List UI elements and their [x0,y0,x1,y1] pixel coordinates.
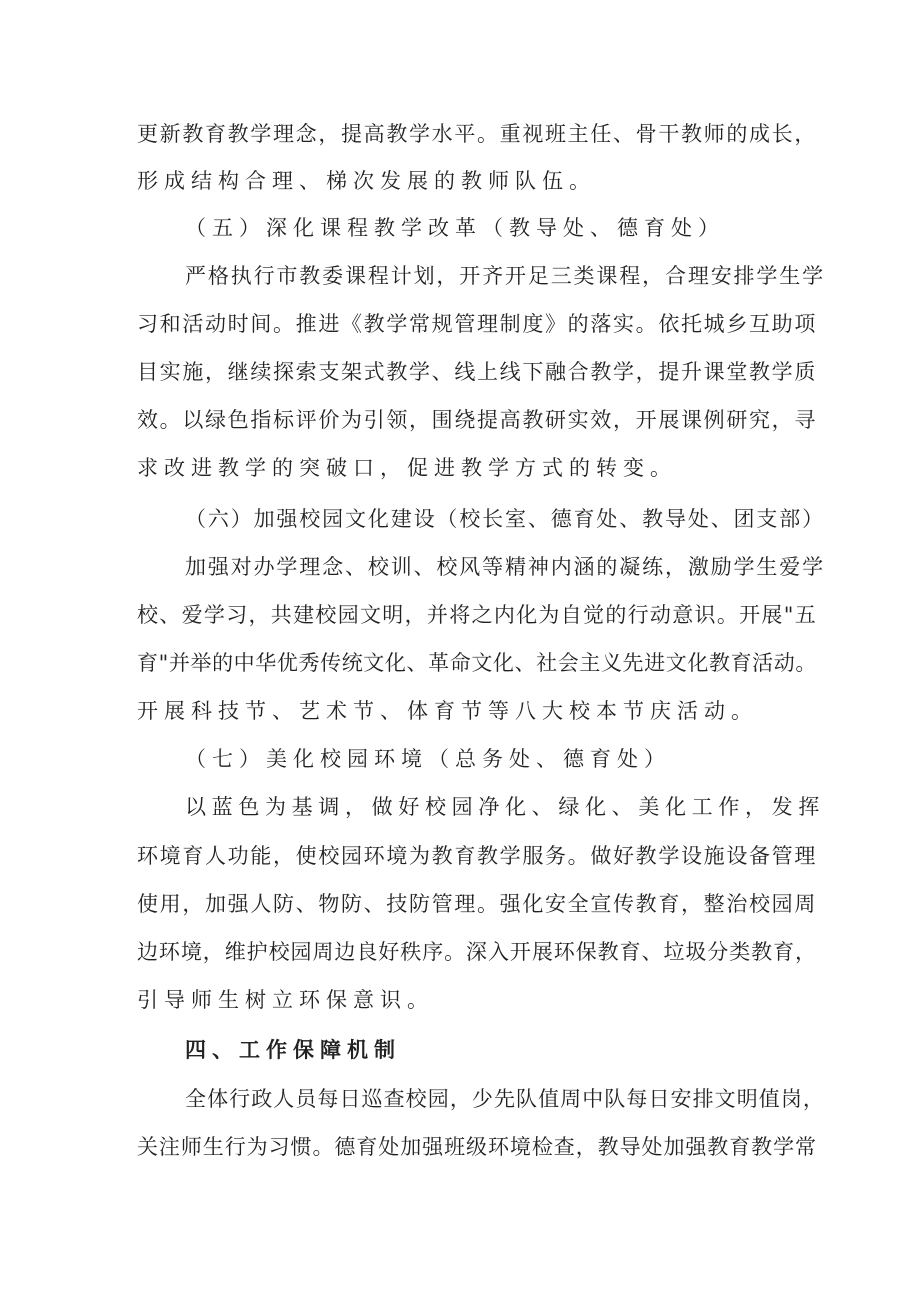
section-heading-6: （六）加强校园文化建设（校长室、德育处、教导处、团支部） [185,507,825,531]
text-line-15: 边环境，维护校园周边良好秩序。深入开展环保教育、垃圾分类教育， [137,940,817,964]
text-line-7: 求改进教学的突破口，促进教学方式的转变。 [137,456,677,480]
text-line-6: 效。以绿色指标评价为引领，围绕提高教研实效，开展课例研究，寻 [137,408,817,432]
text-line-9: 校、爱学习，共建校园文明，并将之内化为自觉的行动意识。开展"五 [137,603,817,627]
text-line-5: 目实施，继续探索支架式教学、线上线下融合教学，提升课堂教学质 [137,360,817,384]
text-line-11: 开展科技节、艺术节、体育节等八大校本节庆活动。 [137,699,758,723]
section-heading-5: （五）深化课程教学改革（教导处、德育处） [185,216,725,240]
text-line-12: 以蓝色为基调，做好校园净化、绿化、美化工作，发挥 [185,795,825,819]
section-heading-7: （七）美化校园环境（总务处、德育处） [185,747,671,771]
text-line-2: 形成结构合理、梯次发展的教师队伍。 [137,169,596,193]
text-line-4: 习和活动时间。推进《教学常规管理制度》的落实。依托城乡互助项 [137,312,817,336]
text-line-16: 引导师生树立环保意识。 [137,988,434,1012]
text-line-18: 关注师生行为习惯。德育处加强班级环境检查，教导处加强教育教学常 [137,1135,817,1159]
text-line-10: 育"并举的中华优秀传统文化、革命文化、社会主义先进文化教育活动。 [137,651,817,675]
text-line-14: 使用，加强人防、物防、技防管理。强化安全宣传教育，整治校园周 [137,892,817,916]
text-line-1: 更新教育教学理念，提高教学水平。重视班主任、骨干教师的成长， [137,122,817,146]
text-line-8: 加强对办学理念、校训、校风等精神内涵的凝练，激励学生爱学 [185,555,825,579]
text-line-17: 全体行政人员每日巡查校园，少先队值周中队每日安排文明值岗， [185,1087,825,1111]
text-line-13: 环境育人功能，使校园环境为教育教学服务。做好教学设施设备管理 [137,844,817,868]
section-heading-4: 四、工作保障机制 [185,1038,401,1062]
text-line-3: 严格执行市教委课程计划，开齐开足三类课程，合理安排学生学 [185,264,825,288]
